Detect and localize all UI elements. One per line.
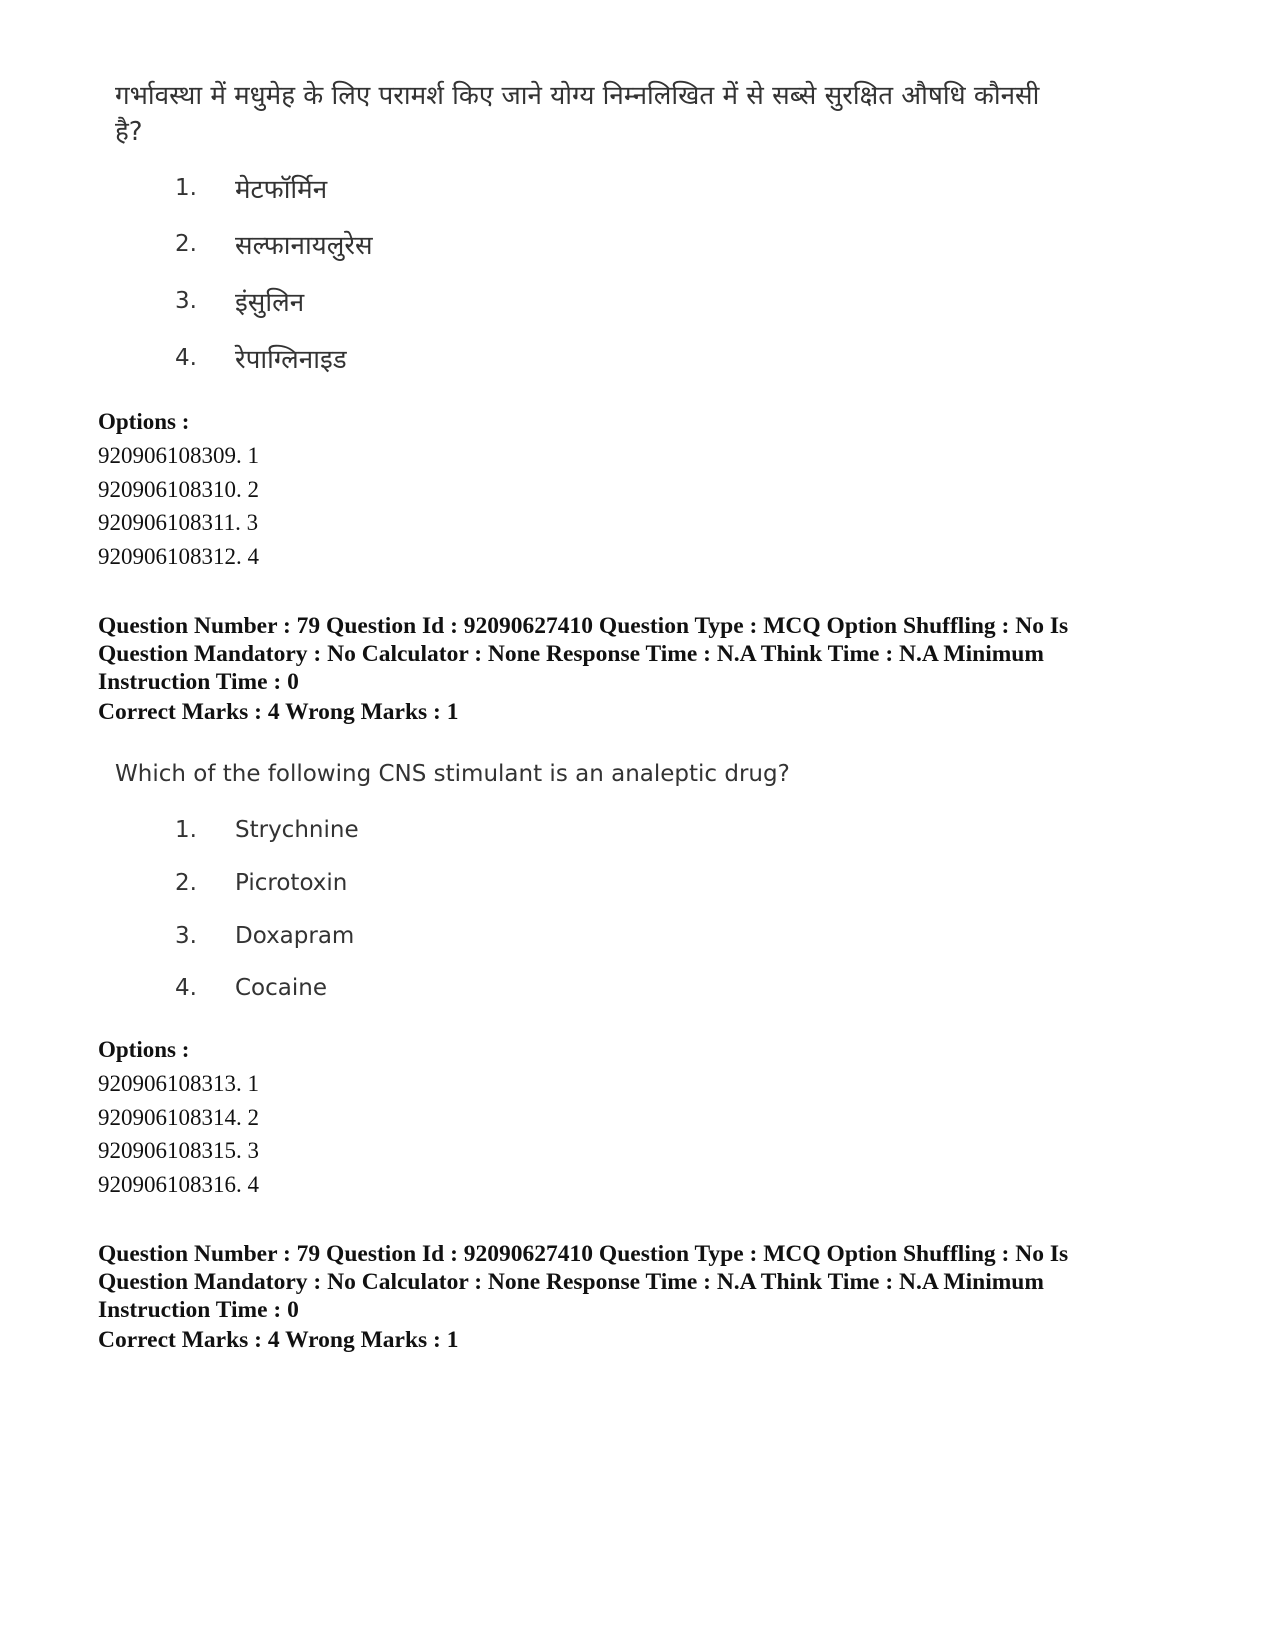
choice-number: 1. — [175, 175, 197, 201]
question-text: Which of the following CNS stimulant is an analeptic drug? — [115, 761, 790, 787]
choice-label: Doxapram — [235, 923, 355, 949]
question-text: गर्भावस्था में मधुमेह के लिए परामर्श किए जाने योग्य निम्नलिखित में से सब्से सुरक्षित औषधि कौनसी है? — [115, 81, 1040, 147]
choice-item — [175, 283, 304, 319]
choice-number: 2. — [175, 870, 197, 896]
choice-label: सल्फानायलुरेस — [235, 231, 373, 261]
meta-line: Instruction Time : 0 — [98, 1297, 299, 1323]
choice-item — [175, 340, 347, 376]
choice-item — [175, 226, 373, 262]
choice-number: 1. — [175, 817, 197, 843]
marks-line: Correct Marks : 4 Wrong Marks : 1 — [98, 1327, 459, 1353]
choice-item — [175, 170, 327, 206]
choice-label: Picrotoxin — [235, 870, 348, 896]
choice-number: 4. — [175, 345, 197, 371]
option-id-line: 920906108312. 4 — [98, 544, 259, 569]
choice-item — [175, 865, 347, 901]
option-id-line: 920906108311. 3 — [98, 510, 259, 535]
choice-label: इंसुलिन — [235, 288, 305, 318]
question-meta — [98, 612, 1178, 696]
choice-item — [175, 812, 359, 848]
meta-line: Instruction Time : 0 — [98, 669, 299, 695]
marks-line: Correct Marks : 4 Wrong Marks : 1 — [98, 699, 459, 725]
option-id-line: 920906108316. 4 — [98, 1172, 259, 1197]
options-heading: Options : — [98, 409, 190, 434]
meta-line: Question Number : 79 Question Id : 92090627410 Question Type : MCQ Option Shuffling : No Is — [98, 613, 1069, 639]
option-id-line: 920906108313. 1 — [98, 1071, 259, 1096]
question-meta — [98, 1240, 1178, 1324]
option-id-line: 920906108314. 2 — [98, 1105, 259, 1130]
choice-number: 4. — [175, 975, 197, 1001]
option-id-line: 920906108310. 2 — [98, 477, 259, 502]
choice-label: मेटफॉर्मिन — [235, 175, 328, 205]
meta-line: Question Number : 79 Question Id : 92090627410 Question Type : MCQ Option Shuffling : No Is — [98, 1241, 1069, 1267]
options-heading: Options : — [98, 1037, 190, 1062]
meta-line: Question Mandatory : No Calculator : None Response Time : N.A Think Time : N.A Minimum — [98, 641, 1044, 667]
choice-label: Cocaine — [235, 975, 327, 1001]
meta-line: Question Mandatory : No Calculator : None Response Time : N.A Think Time : N.A Minimum — [98, 1269, 1044, 1295]
choice-number: 2. — [175, 231, 197, 257]
choice-item — [175, 970, 327, 1006]
choice-item — [175, 918, 354, 954]
choice-number: 3. — [175, 923, 197, 949]
choice-label: रेपाग्लिनाइड — [235, 345, 347, 375]
choice-label: Strychnine — [235, 817, 359, 843]
choice-number: 3. — [175, 288, 197, 314]
option-id-line: 920906108315. 3 — [98, 1138, 259, 1163]
option-id-line: 920906108309. 1 — [98, 443, 259, 468]
